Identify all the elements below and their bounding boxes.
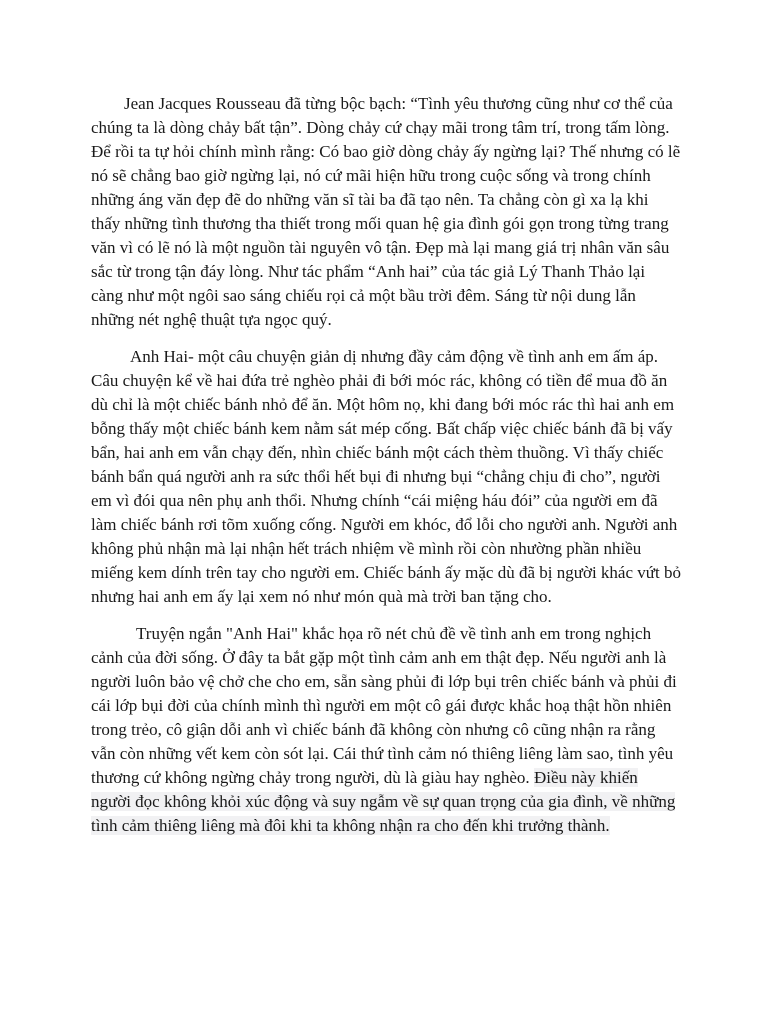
- paragraph-2-text: Anh Hai- một câu chuyện giản dị nhưng đầy cảm động về tình anh em ấm áp. Câu chuyện kể về hai đứa trẻ nghèo phải đi bới móc rác, không có tiền để mua đồ ăn dù chỉ là một chiếc bánh nhỏ để ăn. Một hôm nọ, khi đang bới móc rác thì hai anh em bỗng thấy một chiếc bánh kem nằm sát mép cống. Bất chấp việc chiếc bánh đã bị vấy bẩn, hai anh em vẫn chạy đến, nhìn chiếc bánh một cách thèm thuồng. Vì thấy chiếc bánh bẩn quá người anh ra sức thổi hết bụi đi nhưng bụi “chẳng chịu đi cho”, người em vì đói qua nên phụ anh thổi. Nhưng chính “cái miệng háu đói” của người em đã làm chiếc bánh rơi tõm xuống cống. Người em khóc, đổ lỗi cho người anh. Người anh không phủ nhận mà lại nhận hết trách nhiệm về mình rồi còn nhường phần nhiều miếng kem dính trên tay cho người em. Chiếc bánh ấy mặc dù đã bị người khác vứt bỏ nhưng hai anh em ấy lại xem nó như món quà mà trời ban tặng cho.: [91, 347, 681, 606]
- paragraph-1-text: Jean Jacques Rousseau đã từng bộc bạch: “Tình yêu thương cũng như cơ thể của chúng ta là dòng chảy bất tận”. Dòng chảy cứ chạy mãi trong tâm trí, trong tấm lòng. Để rồi ta tự hỏi chính mình rằng: Có bao giờ dòng chảy ấy ngừng lại? Thế nhưng có lẽ nó sẽ chẳng bao giờ ngừng lại, nó cứ mãi hiện hữu trong cuộc sống và trong chính những áng văn đẹp đẽ do những văn sĩ tài ba đã tạo nên. Ta chẳng còn gì xa lạ khi thấy những tình thương tha thiết trong mối quan hệ gia đình gói gọn trong từng trang văn vì có lẽ nó là một nguồn tài nguyên vô tận. Đẹp mà lại mang giá trị nhân văn sâu sắc từ trong tận đáy lòng. Như tác phẩm “Anh hai” của tác giả Lý Thanh Thảo lại càng như một ngôi sao sáng chiếu rọi cả một bầu trời đêm. Sáng từ nội dung lẫn những nét nghệ thuật tựa ngọc quý.: [91, 94, 681, 329]
- paragraph-3: [91, 622, 681, 838]
- document-body: [91, 92, 681, 851]
- paragraph-3-text: Truyện ngắn "Anh Hai" khắc họa rõ nét chủ đề về tình anh em trong nghịch cảnh của đời sống. Ở đây ta bắt gặp một tình cảm anh em thật đẹp. Nếu người anh là người luôn bảo vệ chở che cho em, sẵn sàng phủi đi lớp bụi trên chiếc bánh và phủi đi cái lớp bụi đời của chính mình thì người em một cô gái được khắc hoạ thật hồn nhiên trong trẻo, cô giận dỗi anh vì chiếc bánh đã không còn nhưng cô cũng nhận ra rằng vẫn còn những vết kem còn sót lại. Cái thứ tình cảm nó thiêng liêng làm sao, tình yêu thương cứ không ngừng chảy trong người, dù là giàu hay nghèo.: [91, 624, 677, 787]
- paragraph-2: [91, 345, 681, 609]
- paragraph-1: [91, 92, 681, 332]
- highlighted-sentence: Điều này khiến người đọc không khỏi xúc động và suy ngẫm về sự quan trọng của gia đình, về những tình cảm thiêng liêng mà đôi khi ta không nhận ra cho đến khi trưởng thành.: [91, 768, 676, 835]
